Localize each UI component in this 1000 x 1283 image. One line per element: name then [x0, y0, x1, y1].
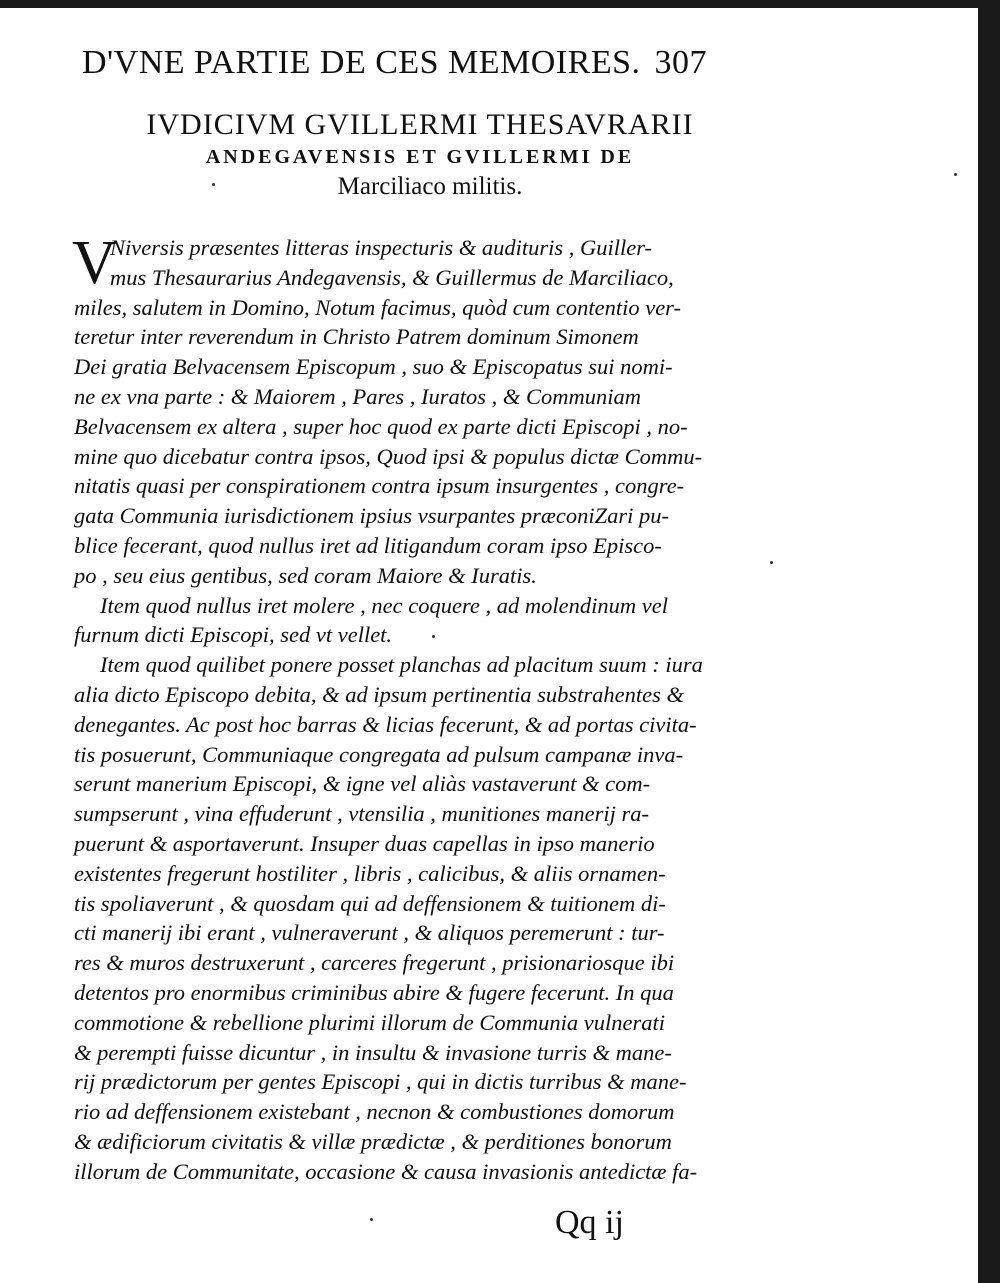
running-title: D'VNE PARTIE DE CES MEMOIRES.	[82, 44, 641, 81]
ink-speck	[954, 173, 957, 176]
scan-border-top	[0, 0, 1000, 8]
text-line: Niversis præsentes litteras inspecturis & audituris , Guiller-	[110, 235, 653, 260]
text-line: existentes fregerunt hostiliter , libris , calicibus, & aliis ornamen-	[74, 860, 666, 886]
text-line: & ædificiorum civitatis & villæ prædictæ , & perditiones bonorum	[74, 1128, 672, 1154]
text-line: miles, salutem in Domino, Notum facimus, quòd cum contentio ver-	[74, 294, 681, 320]
text-line: furnum dicti Episcopi, sed vt vellet.	[74, 622, 393, 648]
page-number: 307	[654, 44, 708, 81]
paragraph-start-line: Item quod nullus iret molere , nec coquere , ad molendinum vel	[100, 592, 668, 618]
text-line: serunt manerium Episcopi, & igne vel aliàs vastaverunt & com-	[74, 771, 651, 797]
ink-speck	[432, 635, 435, 638]
text-line: blice fecerant, quod nullus iret ad litigandum coram ipso Episco-	[74, 532, 662, 558]
text-line: po , seu eius gentibus, sed coram Maiore & Iuratis.	[74, 562, 537, 588]
text-line: sumpserunt , vina effuderunt , vtensilia , munitiones manerij ra-	[74, 801, 649, 827]
ink-speck	[212, 183, 215, 186]
book-page	[0, 8, 978, 1283]
paragraph-start-line: Item quod quilibet ponere posset planchas ad placitum suum : iura	[100, 652, 703, 678]
text-line: puerunt & asportaverunt. Insuper duas capellas in ipso manerio	[74, 830, 655, 856]
document-title: IVDICIVM GVILLERMI THESAVRARII	[146, 108, 694, 141]
signature-mark: Qq ij	[555, 1204, 624, 1241]
text-line: cti manerij ibi erant , vulneraverunt , & aliquos peremerunt : tur-	[74, 920, 665, 946]
text-line: tis posuerunt, Communiaque congregata ad pulsum campanæ inva-	[74, 741, 684, 767]
text-line: mus Thesaurarius Andegavensis, & Guillermus de Marciliaco,	[110, 264, 674, 290]
document-subtitle: ANDEGAVENSIS ET GVILLERMI DE	[205, 146, 635, 168]
body-text	[72, 229, 774, 1187]
text-line: commotione & rebellione plurimi illorum de Communia vulnerati	[74, 1009, 665, 1035]
text-line: rij prædictorum per gentes Episcopi , qui in dictis turribus & mane-	[74, 1069, 687, 1095]
text-line: detentos pro enormibus criminibus abire & fugere fecerunt. In qua	[74, 979, 674, 1005]
text-line: denegantes. Ac post hoc barras & licias fecerunt, & ad portas civita-	[74, 711, 697, 737]
text-line: tis spoliaverunt , & quosdam qui ad deffensionem & tuitionem di-	[74, 890, 666, 916]
text-line: gata Communia iurisdictionem ipsius vsurpantes præconiZari pu-	[74, 503, 670, 529]
text-line: & perempti fuisse dicuntur , in insultu & invasione turris & mane-	[74, 1039, 672, 1065]
text-line: ne ex vna parte : & Maiorem , Pares , Iuratos , & Communiam	[74, 383, 642, 409]
text-line: nitatis quasi per conspirationem contra ipsum insurgentes , congre-	[74, 473, 685, 499]
document-subtitle-line: Marciliaco militis.	[337, 173, 523, 200]
drop-cap: V	[72, 229, 117, 297]
text-line: illorum de Communitate, occasione & causa invasionis antedictæ fa-	[74, 1158, 698, 1184]
text-line: res & muros destruxerunt , carceres fregerunt , prisionariosque ibi	[74, 950, 675, 976]
text-line: rio ad deffensionem existebant , necnon & combustiones domorum	[74, 1099, 675, 1125]
text-line: mine quo dicebatur contra ipsos, Quod ipsi & populus dictæ Commu-	[74, 443, 703, 469]
running-head	[82, 44, 762, 82]
scan-border-right	[978, 0, 1000, 1283]
text-line: teretur inter reverendum in Christo Patrem dominum Simonem	[74, 324, 639, 350]
text-line: alia dicto Episcopo debita, & ad ipsum pertinentia substrahentes &	[74, 681, 684, 707]
text-line: Dei gratia Belvacensem Episcopum , suo & Episcopatus sui nomi-	[74, 354, 673, 380]
ink-speck	[370, 1218, 373, 1221]
text-line: Belvacensem ex altera , super hoc quod ex parte dicti Episcopi , no-	[74, 413, 688, 439]
ink-speck	[770, 561, 773, 564]
